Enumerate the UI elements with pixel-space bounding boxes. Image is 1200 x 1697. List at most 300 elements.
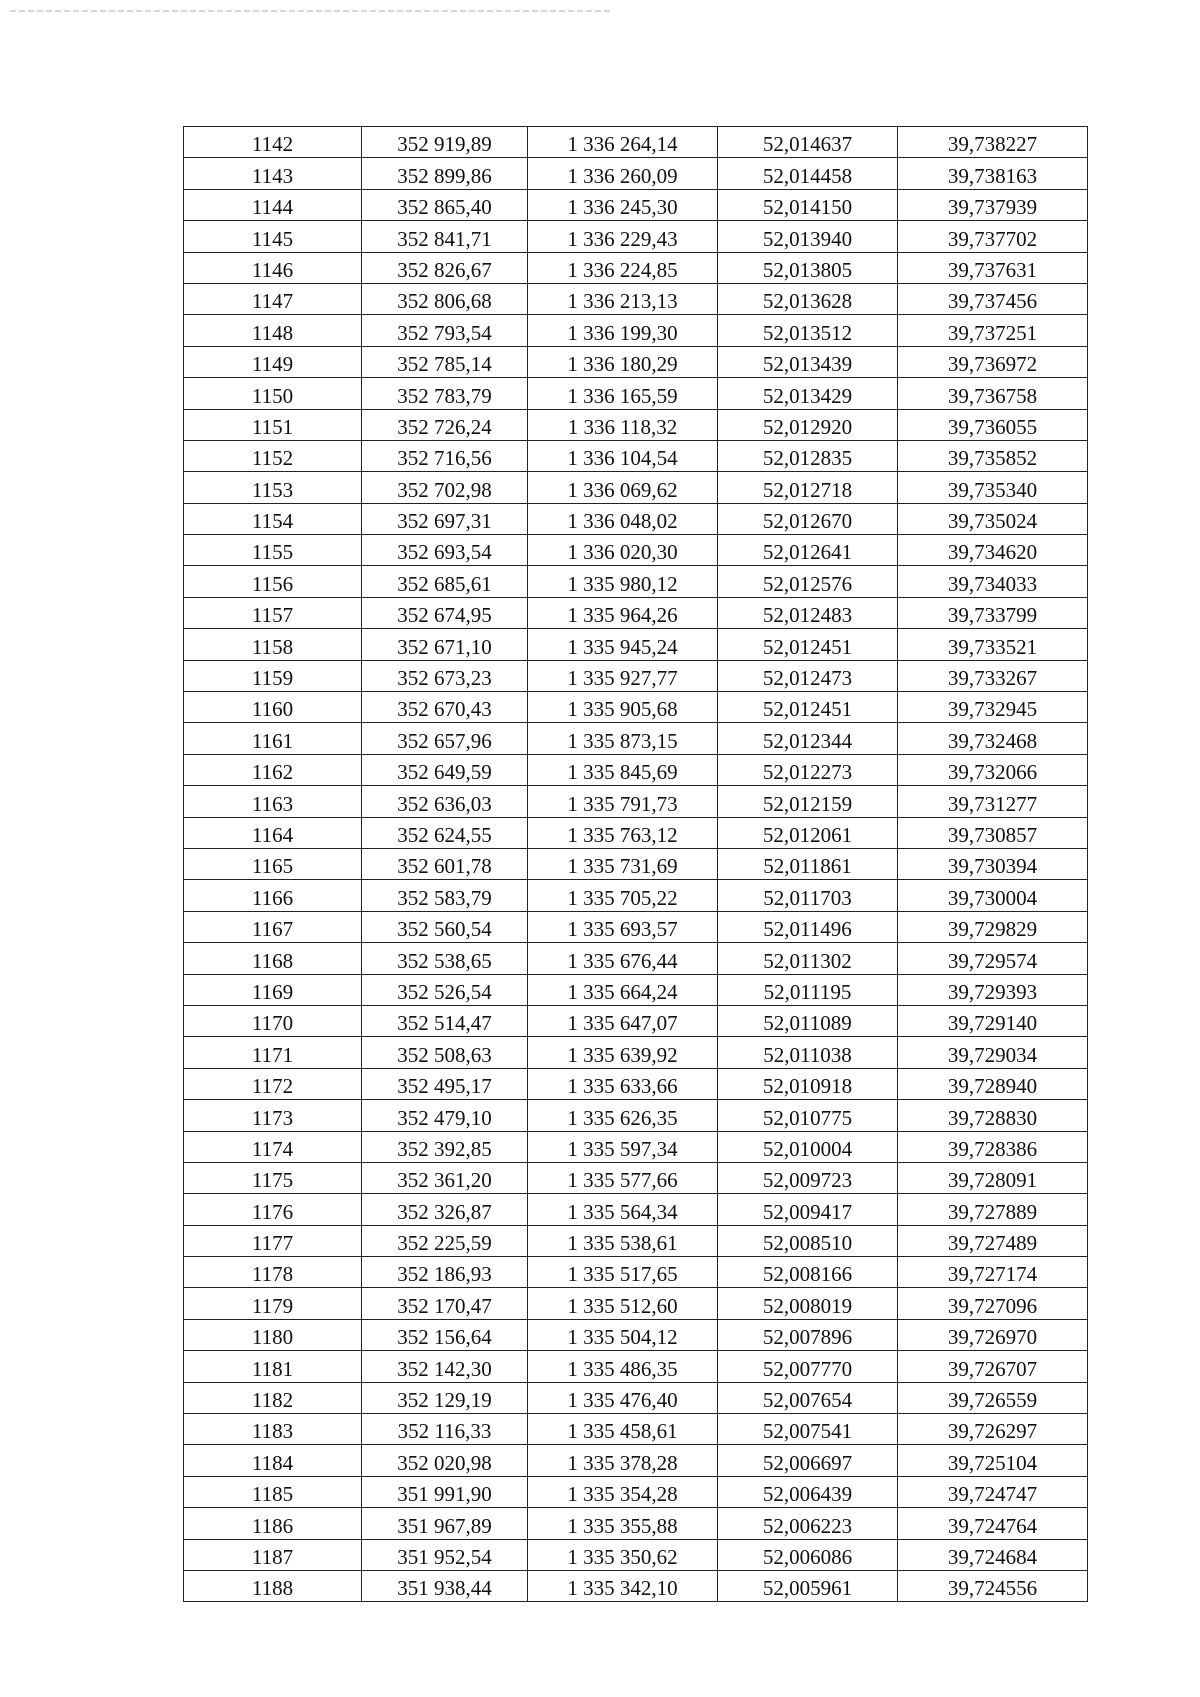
longitude-text: 39,736758 bbox=[947, 383, 1038, 408]
latitude-text: 52,007896 bbox=[762, 1325, 853, 1350]
x-coordinate-text: 352 919,89 bbox=[397, 132, 492, 157]
point-number-cell bbox=[184, 1508, 362, 1539]
x-coordinate-text: 352 806,68 bbox=[397, 289, 492, 314]
longitude-cell bbox=[898, 880, 1088, 911]
point-number-text: 1142 bbox=[251, 132, 294, 157]
latitude-cell bbox=[718, 848, 898, 879]
latitude-text: 52,013439 bbox=[762, 352, 853, 377]
point-number-cell bbox=[184, 597, 362, 628]
table-row bbox=[184, 1037, 1088, 1068]
y-coordinate-cell bbox=[528, 629, 718, 660]
point-number-cell bbox=[184, 1257, 362, 1288]
x-coordinate-text: 352 783,79 bbox=[397, 383, 492, 408]
x-coordinate-text: 352 636,03 bbox=[397, 791, 492, 816]
point-number-cell bbox=[184, 1005, 362, 1036]
y-coordinate-text: 1 335 664,24 bbox=[567, 979, 678, 1004]
y-coordinate-cell bbox=[528, 754, 718, 785]
point-number-text: 1168 bbox=[251, 948, 294, 973]
x-coordinate-cell bbox=[362, 1100, 528, 1131]
point-number-cell bbox=[184, 1539, 362, 1570]
latitude-text: 52,012641 bbox=[762, 540, 853, 565]
longitude-cell bbox=[898, 1382, 1088, 1413]
point-number-cell bbox=[184, 629, 362, 660]
y-coordinate-text: 1 335 905,68 bbox=[567, 697, 678, 722]
point-number-cell bbox=[184, 660, 362, 691]
latitude-text: 52,006697 bbox=[762, 1450, 853, 1475]
x-coordinate-text: 352 702,98 bbox=[397, 477, 492, 502]
point-number-text: 1150 bbox=[251, 383, 294, 408]
point-number-cell bbox=[184, 127, 362, 158]
y-coordinate-text: 1 335 355,88 bbox=[567, 1513, 678, 1538]
latitude-text: 52,013512 bbox=[762, 320, 853, 345]
point-number-cell bbox=[184, 754, 362, 785]
y-coordinate-text: 1 335 564,34 bbox=[567, 1199, 678, 1224]
longitude-cell bbox=[898, 1100, 1088, 1131]
y-coordinate-cell bbox=[528, 503, 718, 534]
x-coordinate-text: 352 649,59 bbox=[397, 760, 492, 785]
point-number-cell bbox=[184, 848, 362, 879]
y-coordinate-cell bbox=[528, 1162, 718, 1193]
x-coordinate-cell bbox=[362, 786, 528, 817]
point-number-text: 1144 bbox=[251, 195, 294, 220]
point-number-text: 1181 bbox=[251, 1356, 294, 1381]
longitude-text: 39,737631 bbox=[947, 257, 1038, 282]
x-coordinate-cell bbox=[362, 252, 528, 283]
longitude-cell bbox=[898, 911, 1088, 942]
latitude-text: 52,014150 bbox=[762, 195, 853, 220]
y-coordinate-text: 1 335 927,77 bbox=[567, 666, 678, 691]
table-row bbox=[184, 1351, 1088, 1382]
latitude-cell bbox=[718, 817, 898, 848]
longitude-cell bbox=[898, 1257, 1088, 1288]
latitude-text: 52,012451 bbox=[762, 634, 853, 659]
latitude-cell bbox=[718, 1257, 898, 1288]
longitude-cell bbox=[898, 754, 1088, 785]
table-row bbox=[184, 848, 1088, 879]
latitude-text: 52,006439 bbox=[762, 1482, 853, 1507]
point-number-cell bbox=[184, 943, 362, 974]
y-coordinate-text: 1 336 229,43 bbox=[567, 226, 678, 251]
x-coordinate-cell bbox=[362, 346, 528, 377]
x-coordinate-cell bbox=[362, 1257, 528, 1288]
point-number-cell bbox=[184, 1068, 362, 1099]
latitude-text: 52,012159 bbox=[762, 791, 853, 816]
y-coordinate-cell bbox=[528, 535, 718, 566]
y-coordinate-text: 1 335 980,12 bbox=[567, 571, 678, 596]
latitude-text: 52,005961 bbox=[762, 1576, 853, 1601]
x-coordinate-cell bbox=[362, 1508, 528, 1539]
point-number-text: 1172 bbox=[251, 1074, 294, 1099]
table-row bbox=[184, 974, 1088, 1005]
point-number-text: 1143 bbox=[251, 163, 294, 188]
point-number-cell bbox=[184, 378, 362, 409]
y-coordinate-cell bbox=[528, 315, 718, 346]
latitude-text: 52,012920 bbox=[762, 414, 853, 439]
x-coordinate-cell bbox=[362, 1225, 528, 1256]
table-row bbox=[184, 1382, 1088, 1413]
latitude-text: 52,009723 bbox=[762, 1168, 853, 1193]
y-coordinate-cell bbox=[528, 1508, 718, 1539]
x-coordinate-text: 352 508,63 bbox=[397, 1042, 492, 1067]
longitude-text: 39,735852 bbox=[947, 446, 1038, 471]
longitude-cell bbox=[898, 1131, 1088, 1162]
latitude-cell bbox=[718, 189, 898, 220]
latitude-cell bbox=[718, 786, 898, 817]
y-coordinate-text: 1 335 945,24 bbox=[567, 634, 678, 659]
table-row bbox=[184, 880, 1088, 911]
table-row bbox=[184, 189, 1088, 220]
x-coordinate-text: 352 538,65 bbox=[397, 948, 492, 973]
table-row bbox=[184, 629, 1088, 660]
point-number-text: 1145 bbox=[251, 226, 294, 251]
x-coordinate-cell bbox=[362, 1351, 528, 1382]
x-coordinate-cell bbox=[362, 472, 528, 503]
x-coordinate-text: 351 952,54 bbox=[397, 1544, 492, 1569]
longitude-cell bbox=[898, 378, 1088, 409]
longitude-cell bbox=[898, 1194, 1088, 1225]
longitude-cell bbox=[898, 1539, 1088, 1570]
latitude-cell bbox=[718, 409, 898, 440]
table-row bbox=[184, 566, 1088, 597]
x-coordinate-text: 352 495,17 bbox=[397, 1074, 492, 1099]
table-row bbox=[184, 346, 1088, 377]
y-coordinate-cell bbox=[528, 252, 718, 283]
y-coordinate-text: 1 335 378,28 bbox=[567, 1450, 678, 1475]
point-number-cell bbox=[184, 1476, 362, 1507]
x-coordinate-text: 352 865,40 bbox=[397, 195, 492, 220]
latitude-text: 52,013940 bbox=[762, 226, 853, 251]
latitude-cell bbox=[718, 911, 898, 942]
point-number-text: 1164 bbox=[251, 822, 294, 847]
latitude-cell bbox=[718, 283, 898, 314]
latitude-text: 52,011703 bbox=[763, 885, 852, 910]
table-row bbox=[184, 158, 1088, 189]
x-coordinate-cell bbox=[362, 315, 528, 346]
x-coordinate-cell bbox=[362, 440, 528, 471]
x-coordinate-cell bbox=[362, 848, 528, 879]
y-coordinate-text: 1 335 504,12 bbox=[567, 1325, 678, 1350]
longitude-cell bbox=[898, 660, 1088, 691]
x-coordinate-text: 352 129,19 bbox=[397, 1388, 492, 1413]
longitude-cell bbox=[898, 535, 1088, 566]
point-number-cell bbox=[184, 1351, 362, 1382]
x-coordinate-text: 352 560,54 bbox=[397, 917, 492, 942]
x-coordinate-cell bbox=[362, 1037, 528, 1068]
longitude-text: 39,734620 bbox=[947, 540, 1038, 565]
point-number-text: 1156 bbox=[251, 571, 294, 596]
table-row bbox=[184, 440, 1088, 471]
longitude-cell bbox=[898, 848, 1088, 879]
longitude-cell bbox=[898, 817, 1088, 848]
table-row bbox=[184, 1257, 1088, 1288]
point-number-cell bbox=[184, 283, 362, 314]
y-coordinate-cell bbox=[528, 472, 718, 503]
x-coordinate-text: 352 793,54 bbox=[397, 320, 492, 345]
table-row bbox=[184, 503, 1088, 534]
y-coordinate-cell bbox=[528, 566, 718, 597]
y-coordinate-text: 1 335 964,26 bbox=[567, 603, 678, 628]
latitude-text: 52,013429 bbox=[762, 383, 853, 408]
point-number-cell bbox=[184, 880, 362, 911]
point-number-text: 1161 bbox=[251, 728, 294, 753]
x-coordinate-cell bbox=[362, 723, 528, 754]
longitude-text: 39,735024 bbox=[947, 509, 1038, 534]
coordinates-table bbox=[183, 126, 1088, 1602]
point-number-text: 1163 bbox=[251, 791, 294, 816]
latitude-cell bbox=[718, 723, 898, 754]
x-coordinate-text: 352 156,64 bbox=[397, 1325, 492, 1350]
x-coordinate-text: 352 225,59 bbox=[397, 1231, 492, 1256]
x-coordinate-text: 352 392,85 bbox=[397, 1136, 492, 1161]
y-coordinate-text: 1 336 118,32 bbox=[567, 414, 678, 439]
point-number-cell bbox=[184, 535, 362, 566]
y-coordinate-cell bbox=[528, 158, 718, 189]
x-coordinate-text: 352 170,47 bbox=[397, 1293, 492, 1318]
latitude-text: 52,011496 bbox=[763, 917, 852, 942]
point-number-cell bbox=[184, 1162, 362, 1193]
longitude-cell bbox=[898, 723, 1088, 754]
latitude-text: 52,014637 bbox=[762, 132, 853, 157]
x-coordinate-cell bbox=[362, 221, 528, 252]
longitude-text: 39,735340 bbox=[947, 477, 1038, 502]
longitude-text: 39,732468 bbox=[947, 728, 1038, 753]
longitude-cell bbox=[898, 503, 1088, 534]
y-coordinate-text: 1 335 693,57 bbox=[567, 917, 678, 942]
longitude-text: 39,727889 bbox=[947, 1199, 1038, 1224]
longitude-text: 39,737702 bbox=[947, 226, 1038, 251]
x-coordinate-text: 351 938,44 bbox=[397, 1576, 492, 1601]
point-number-cell bbox=[184, 1382, 362, 1413]
point-number-text: 1176 bbox=[251, 1199, 294, 1224]
latitude-cell bbox=[718, 1414, 898, 1445]
point-number-cell bbox=[184, 692, 362, 723]
table-row bbox=[184, 1194, 1088, 1225]
y-coordinate-text: 1 336 213,13 bbox=[567, 289, 678, 314]
x-coordinate-text: 352 673,23 bbox=[397, 666, 492, 691]
x-coordinate-cell bbox=[362, 692, 528, 723]
y-coordinate-cell bbox=[528, 1539, 718, 1570]
longitude-cell bbox=[898, 1037, 1088, 1068]
longitude-cell bbox=[898, 1508, 1088, 1539]
y-coordinate-text: 1 335 354,28 bbox=[567, 1482, 678, 1507]
longitude-text: 39,728830 bbox=[947, 1105, 1038, 1130]
y-coordinate-cell bbox=[528, 1037, 718, 1068]
latitude-cell bbox=[718, 1508, 898, 1539]
latitude-text: 52,012670 bbox=[762, 509, 853, 534]
x-coordinate-text: 352 326,87 bbox=[397, 1199, 492, 1224]
latitude-cell bbox=[718, 943, 898, 974]
y-coordinate-cell bbox=[528, 1445, 718, 1476]
longitude-text: 39,733521 bbox=[947, 634, 1038, 659]
latitude-text: 52,008510 bbox=[762, 1231, 853, 1256]
longitude-text: 39,731277 bbox=[947, 791, 1038, 816]
latitude-cell bbox=[718, 1037, 898, 1068]
latitude-text: 52,012483 bbox=[762, 603, 853, 628]
latitude-text: 52,007541 bbox=[762, 1419, 853, 1444]
longitude-cell bbox=[898, 1068, 1088, 1099]
latitude-text: 52,008166 bbox=[762, 1262, 853, 1287]
latitude-cell bbox=[718, 535, 898, 566]
table-row bbox=[184, 1100, 1088, 1131]
y-coordinate-text: 1 335 350,62 bbox=[567, 1544, 678, 1569]
longitude-text: 39,729829 bbox=[947, 917, 1038, 942]
x-coordinate-text: 352 020,98 bbox=[397, 1450, 492, 1475]
y-coordinate-cell bbox=[528, 1570, 718, 1601]
y-coordinate-text: 1 336 245,30 bbox=[567, 195, 678, 220]
longitude-text: 39,729574 bbox=[947, 948, 1038, 973]
table-row bbox=[184, 660, 1088, 691]
latitude-cell bbox=[718, 221, 898, 252]
longitude-cell bbox=[898, 1162, 1088, 1193]
x-coordinate-cell bbox=[362, 283, 528, 314]
longitude-text: 39,727174 bbox=[947, 1262, 1038, 1287]
y-coordinate-cell bbox=[528, 283, 718, 314]
longitude-text: 39,737456 bbox=[947, 289, 1038, 314]
scan-artifact-line bbox=[10, 10, 610, 12]
x-coordinate-text: 352 726,24 bbox=[397, 414, 492, 439]
x-coordinate-text: 352 826,67 bbox=[397, 257, 492, 282]
table-row bbox=[184, 817, 1088, 848]
longitude-text: 39,727096 bbox=[947, 1293, 1038, 1318]
point-number-text: 1166 bbox=[251, 885, 294, 910]
latitude-text: 52,013628 bbox=[762, 289, 853, 314]
point-number-text: 1171 bbox=[251, 1042, 294, 1067]
point-number-text: 1152 bbox=[251, 446, 294, 471]
table-row bbox=[184, 1414, 1088, 1445]
table-row bbox=[184, 1068, 1088, 1099]
point-number-text: 1187 bbox=[251, 1544, 294, 1569]
latitude-cell bbox=[718, 503, 898, 534]
point-number-cell bbox=[184, 315, 362, 346]
longitude-cell bbox=[898, 974, 1088, 1005]
latitude-text: 52,010775 bbox=[762, 1105, 853, 1130]
table-row bbox=[184, 943, 1088, 974]
point-number-cell bbox=[184, 1414, 362, 1445]
x-coordinate-text: 352 624,55 bbox=[397, 822, 492, 847]
y-coordinate-cell bbox=[528, 1005, 718, 1036]
table-row bbox=[184, 1570, 1088, 1601]
longitude-text: 39,726970 bbox=[947, 1325, 1038, 1350]
y-coordinate-cell bbox=[528, 723, 718, 754]
longitude-cell bbox=[898, 127, 1088, 158]
table-row bbox=[184, 1131, 1088, 1162]
longitude-text: 39,734033 bbox=[947, 571, 1038, 596]
longitude-text: 39,730394 bbox=[947, 854, 1038, 879]
longitude-cell bbox=[898, 1570, 1088, 1601]
point-number-text: 1174 bbox=[251, 1136, 294, 1161]
longitude-cell bbox=[898, 440, 1088, 471]
y-coordinate-cell bbox=[528, 1382, 718, 1413]
latitude-cell bbox=[718, 1319, 898, 1350]
x-coordinate-cell bbox=[362, 1162, 528, 1193]
latitude-cell bbox=[718, 692, 898, 723]
x-coordinate-text: 352 514,47 bbox=[397, 1011, 492, 1036]
point-number-cell bbox=[184, 911, 362, 942]
x-coordinate-text: 352 785,14 bbox=[397, 352, 492, 377]
y-coordinate-text: 1 335 731,69 bbox=[567, 854, 678, 879]
y-coordinate-text: 1 335 639,92 bbox=[567, 1042, 678, 1067]
longitude-text: 39,736055 bbox=[947, 414, 1038, 439]
latitude-cell bbox=[718, 566, 898, 597]
longitude-cell bbox=[898, 158, 1088, 189]
point-number-text: 1173 bbox=[251, 1105, 294, 1130]
latitude-text: 52,012451 bbox=[762, 697, 853, 722]
latitude-text: 52,012273 bbox=[762, 760, 853, 785]
y-coordinate-cell bbox=[528, 1257, 718, 1288]
y-coordinate-text: 1 335 705,22 bbox=[567, 885, 678, 910]
point-number-text: 1180 bbox=[251, 1325, 294, 1350]
point-number-text: 1154 bbox=[251, 509, 294, 534]
x-coordinate-cell bbox=[362, 158, 528, 189]
y-coordinate-cell bbox=[528, 880, 718, 911]
table-row bbox=[184, 1539, 1088, 1570]
x-coordinate-text: 352 583,79 bbox=[397, 885, 492, 910]
y-coordinate-text: 1 336 224,85 bbox=[567, 257, 678, 282]
y-coordinate-text: 1 335 763,12 bbox=[567, 822, 678, 847]
y-coordinate-text: 1 335 626,35 bbox=[567, 1105, 678, 1130]
latitude-text: 52,011302 bbox=[763, 948, 852, 973]
x-coordinate-cell bbox=[362, 597, 528, 628]
longitude-cell bbox=[898, 409, 1088, 440]
x-coordinate-cell bbox=[362, 1194, 528, 1225]
longitude-text: 39,724556 bbox=[947, 1576, 1038, 1601]
longitude-cell bbox=[898, 1445, 1088, 1476]
y-coordinate-cell bbox=[528, 221, 718, 252]
table-row bbox=[184, 252, 1088, 283]
y-coordinate-text: 1 336 048,02 bbox=[567, 509, 678, 534]
longitude-text: 39,726559 bbox=[947, 1388, 1038, 1413]
longitude-text: 39,737251 bbox=[947, 320, 1038, 345]
latitude-text: 52,006086 bbox=[762, 1544, 853, 1569]
longitude-text: 39,729034 bbox=[947, 1042, 1038, 1067]
point-number-text: 1148 bbox=[251, 320, 294, 345]
point-number-cell bbox=[184, 472, 362, 503]
latitude-text: 52,006223 bbox=[762, 1513, 853, 1538]
longitude-cell bbox=[898, 346, 1088, 377]
latitude-cell bbox=[718, 1570, 898, 1601]
longitude-cell bbox=[898, 1319, 1088, 1350]
longitude-text: 39,737939 bbox=[947, 195, 1038, 220]
longitude-text: 39,729393 bbox=[947, 979, 1038, 1004]
latitude-text: 52,012835 bbox=[762, 446, 853, 471]
longitude-text: 39,725104 bbox=[947, 1450, 1038, 1475]
longitude-text: 39,724764 bbox=[947, 1513, 1038, 1538]
point-number-cell bbox=[184, 786, 362, 817]
x-coordinate-text: 352 671,10 bbox=[397, 634, 492, 659]
y-coordinate-text: 1 336 165,59 bbox=[567, 383, 678, 408]
point-number-text: 1167 bbox=[251, 917, 294, 942]
longitude-text: 39,733267 bbox=[947, 666, 1038, 691]
x-coordinate-cell bbox=[362, 503, 528, 534]
x-coordinate-text: 352 361,20 bbox=[397, 1168, 492, 1193]
latitude-text: 52,011195 bbox=[763, 979, 852, 1004]
point-number-cell bbox=[184, 723, 362, 754]
latitude-text: 52,010918 bbox=[762, 1074, 853, 1099]
y-coordinate-text: 1 336 020,30 bbox=[567, 540, 678, 565]
x-coordinate-text: 352 186,93 bbox=[397, 1262, 492, 1287]
x-coordinate-text: 352 674,95 bbox=[397, 603, 492, 628]
y-coordinate-text: 1 335 845,69 bbox=[567, 760, 678, 785]
point-number-text: 1188 bbox=[251, 1576, 294, 1601]
x-coordinate-cell bbox=[362, 535, 528, 566]
table-row bbox=[184, 127, 1088, 158]
y-coordinate-text: 1 335 597,34 bbox=[567, 1136, 678, 1161]
point-number-text: 1185 bbox=[251, 1482, 294, 1507]
x-coordinate-text: 352 899,86 bbox=[397, 163, 492, 188]
point-number-cell bbox=[184, 252, 362, 283]
latitude-cell bbox=[718, 1445, 898, 1476]
point-number-text: 1153 bbox=[251, 477, 294, 502]
